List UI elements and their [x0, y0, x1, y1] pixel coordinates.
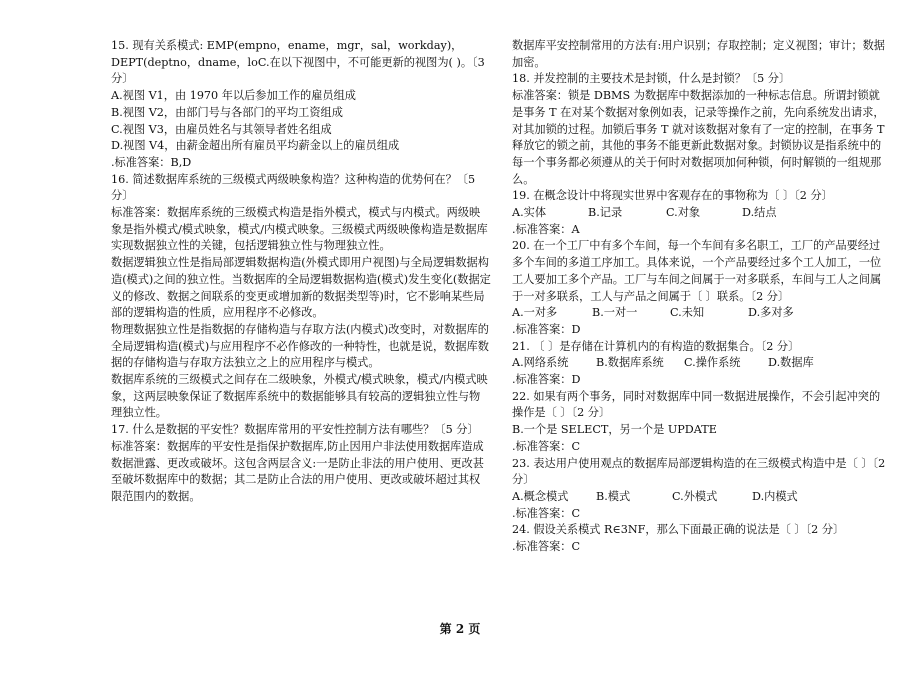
option-c: C.未知 — [670, 306, 705, 320]
answer-paragraph: 标准答案：数据库系统的三级模式构造是指外模式，模式与内模式。两级映象是指外模式/模式映象，模式/内模式映象。三级模式两级映像构造是数据库实现数据独立性的关键，包括逻辑独立性与物理独立性。 — [111, 206, 488, 253]
question-17 — [111, 422, 491, 506]
option-b: B.模式 — [596, 489, 631, 503]
question-15 — [111, 38, 491, 172]
question-16 — [111, 172, 491, 423]
answer-paragraph: 物理数据独立性是指数据的存储构造与存取方法(内模式)改变时，对数据库的全局逻辑构造(模式)与应用程序不必作修改的一种特性，也就是说，数据库数据的存储构造与存取方法独立之上的应用程序与模式。 — [111, 322, 489, 370]
question-stem: 21. 〔 〕是存储在计算机内的有构造的数据集合。〔2 分〕 — [512, 339, 800, 353]
option-a: A.一对多 — [512, 306, 558, 320]
answer-paragraph: 数据逻辑独立性是指局部逻辑数据构造(外模式即用户视图)与全局逻辑数据构造(模式)之间的独立性。当数据库的全局逻辑数据构造(模式)发生变化(数据定义的修改、数据之间联系的变更或增加新的数据类型等)时，它不影响某些局部的逻辑构造的性质，应用程序不必修改。 — [111, 256, 491, 320]
question-stem: 18. 并发控制的主要技术是封锁，什么是封锁？〔5 分〕 — [512, 72, 791, 86]
option-b: B.记录 — [588, 206, 623, 220]
question-23 — [512, 456, 890, 523]
standard-answer: .标准答案：A — [512, 222, 580, 236]
page-number: 第 2 页 — [439, 622, 481, 636]
option-c: C.对象 — [666, 206, 701, 220]
question-stem: 15. 现有关系模式: EMP(empno，ename，mgr，sal，workday)，DEPT(deptno，dname，loC.在以下视图中，不可能更新的视图为( )。〔3 分〕 — [111, 39, 485, 86]
answer-paragraph: 数据库系统的三级模式之间存在二级映象，外模式/模式映象，模式/内模式映象，这两层映象保证了数据库系统中的数据能够具有较高的逻辑独立性与物理独立性。 — [111, 373, 488, 420]
option-a: A.实体 — [512, 206, 547, 220]
question-stem: 20. 在一个工厂中有多个车间，每一个车间有多名职工，工厂的产品要经过多个车间的多道工序加工。具体来说，一个产品要经过多个工人加工，一位工人要加工多个产品。工厂与车间之间属于一对多联系，车间与工人之间属于一对多联系，工人与产品之间属于〔 〕联系。〔2 分〕 — [512, 239, 882, 303]
option-d: D.结点 — [742, 206, 777, 220]
option-c: C.外模式 — [672, 489, 718, 503]
option-b: B.视图 V2，由部门号与各部门的平均工资组成 — [111, 105, 343, 119]
standard-answer: .标准答案：C — [512, 439, 581, 453]
question-20 — [512, 238, 890, 338]
question-stem: 17. 什么是数据的平安性？数据库常用的平安性控制方法有哪些？〔5 分〕 — [111, 423, 479, 437]
left-column — [111, 38, 491, 506]
question-18 — [512, 71, 890, 188]
option-d: D.视图 V4，由薪金超出所有雇员平均薪金以上的雇员组成 — [111, 139, 400, 153]
question-stem: 23. 表达用户使用观点的数据库局部逻辑构造的在三级模式构造中是〔 〕〔2 分〕 — [512, 456, 886, 487]
answer-paragraph: 标准答案：锁是 DBMS 为数据库中数据添加的一种标志信息。所谓封锁就是事务 T 在对某个数据对象例如表，记录等操作之前，先向系统发出请求，对其加锁的过程。加锁后事务 T 就对该数据对象有了一定的控制，在事务 T 释放它的锁之前，其他的事务不能更新此数据对象。封锁协议是指系统中的每一个事务都必须遵从的关于何时对数据项加何种锁，何时解锁的一组规那么。 — [512, 89, 885, 186]
option-b: B.一个是 SELECT，另一个是 UPDATE — [512, 423, 717, 437]
options-row — [512, 305, 890, 322]
options-row — [512, 205, 890, 222]
standard-answer: .标准答案：C — [512, 540, 581, 554]
question-24 — [512, 522, 890, 555]
option-a: A.网络系统 — [512, 356, 569, 370]
option-d: D.数据库 — [768, 356, 814, 370]
question-22 — [512, 389, 890, 456]
question-stem: 22. 如果有两个事务，同时对数据库中同一数据进展操作，不会引起冲突的操作是〔 〕〔2 分〕 — [512, 389, 881, 420]
standard-answer: .标准答案：B,D — [111, 155, 192, 169]
option-d: D.多对多 — [748, 306, 794, 320]
answer-continuation: 数据库平安控制常用的方法有:用户识别；存取控制；定义视图；审计；数据加密。 — [512, 39, 885, 69]
option-c: C.视图 V3，由雇员姓名与其领导者姓名组成 — [111, 122, 332, 136]
question-19 — [512, 188, 890, 238]
option-b: B.数据库系统 — [596, 356, 664, 370]
question-stem: 24. 假设关系模式 R∈3NF，那么下面最正确的说法是〔 〕〔2 分〕 — [512, 523, 845, 537]
standard-answer: .标准答案：D — [512, 373, 581, 387]
option-a: A.视图 V1，由 1970 年以后参加工作的雇员组成 — [111, 89, 356, 103]
option-a: A.概念模式 — [512, 489, 569, 503]
option-d: D.内模式 — [752, 489, 798, 503]
options-row — [512, 355, 890, 372]
answer-paragraph: 标准答案：数据库的平安性是指保护数据库,防止因用户非法使用数据库造成数据泄露、更改或破坏。这包含两层含义:一是防止非法的用户使用、更改甚至破坏数据库中的数据；其二是防止合法的用户使用、更改或破坏超过其权限范围内的数据。 — [111, 439, 484, 503]
options-row — [512, 489, 890, 506]
standard-answer: .标准答案：C — [512, 506, 581, 520]
option-b: B.一对一 — [592, 306, 638, 320]
right-column — [512, 38, 890, 556]
standard-answer: .标准答案：D — [512, 322, 581, 336]
question-21 — [512, 339, 890, 389]
question-stem: 19. 在概念设计中将现实世界中客观存在的事物称为〔 〕〔2 分〕 — [512, 189, 833, 203]
option-c: C.操作系统 — [684, 356, 741, 370]
question-stem: 16. 简述数据库系统的三级模式两级映象构造？这种构造的优势何在？〔5 分〕 — [111, 172, 476, 203]
